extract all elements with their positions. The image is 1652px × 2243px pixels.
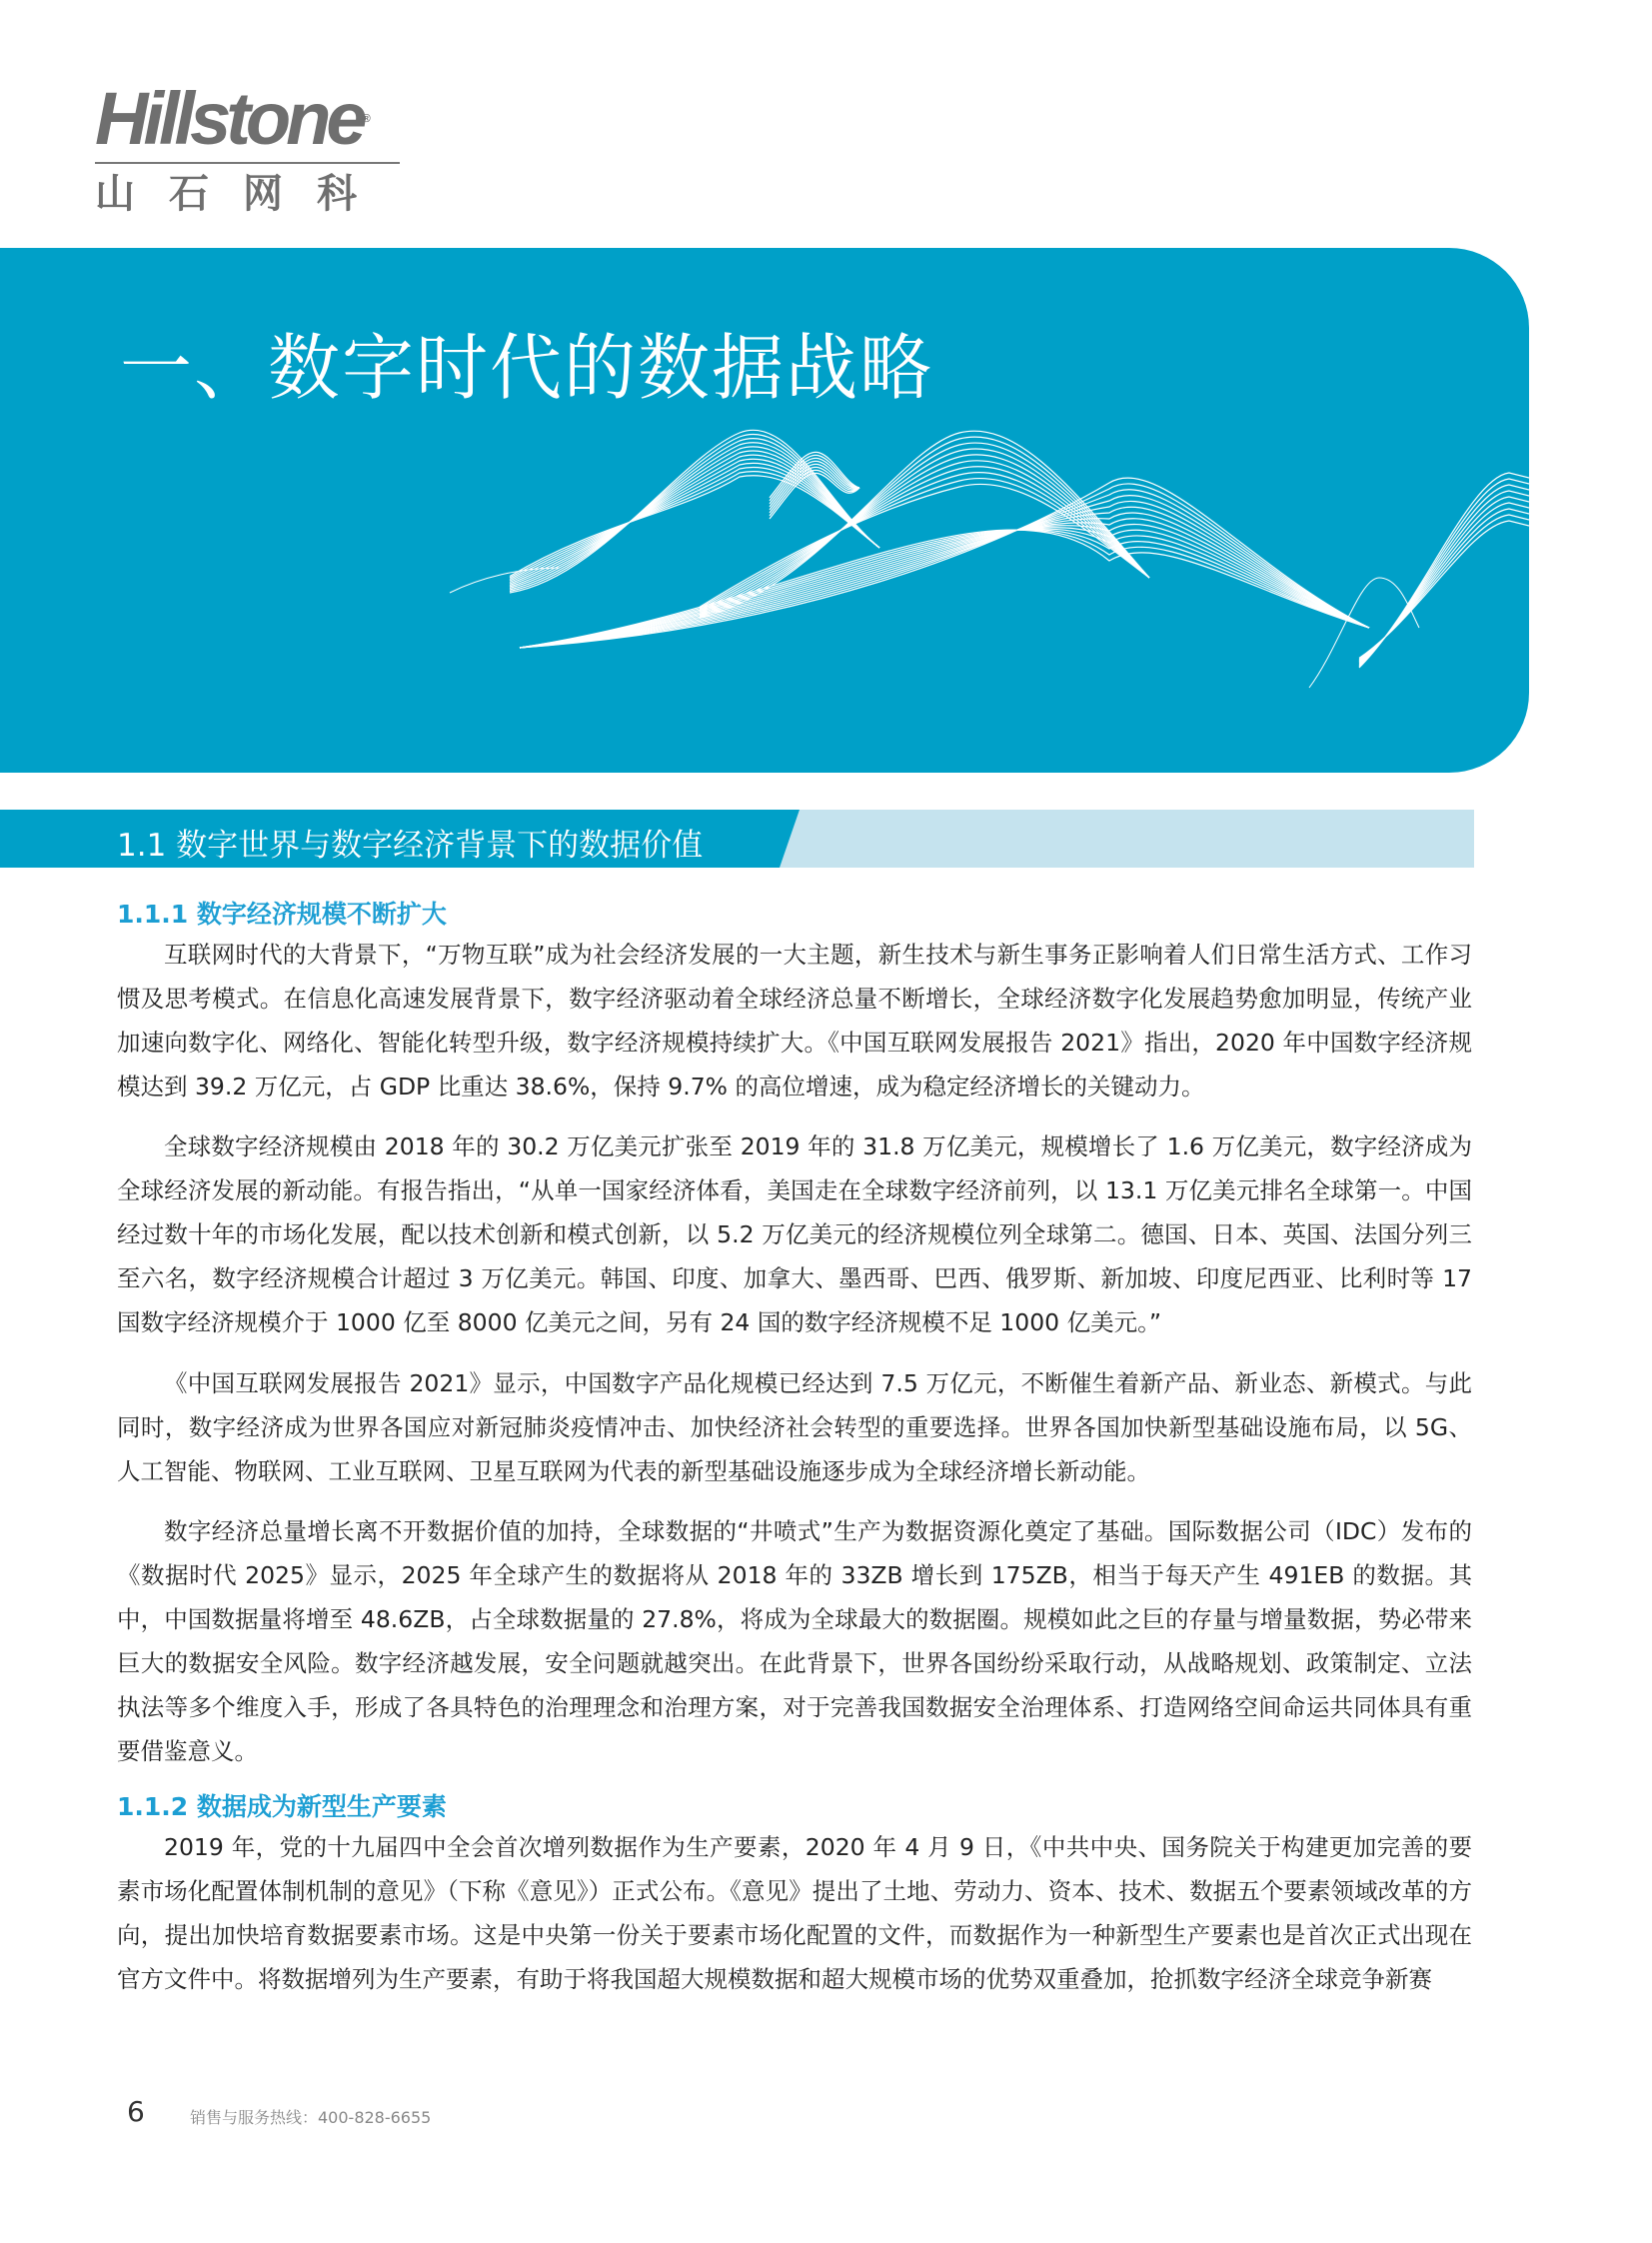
page-number: 6 <box>127 2095 145 2128</box>
mountain-line <box>1359 521 1529 658</box>
footer-hotline: 销售与服务热线：400-828-6655 <box>190 2108 432 2127</box>
subsection-heading: 1.1.1 数字经济规模不断扩大 <box>117 900 447 929</box>
hillstone-logo <box>95 77 405 218</box>
logo-brand-text: Hillstone <box>95 77 363 160</box>
logo-divider <box>95 162 400 164</box>
mountain-line <box>510 459 879 582</box>
logo-wordmark <box>95 77 405 160</box>
mountain-line <box>1309 578 1419 688</box>
body-paragraph: 2019 年，党的十九届四中全会首次增列数据作为生产要素，2020 年 4 月 9 日，《中共中央、国务院关于构建更加完善的要素市场化配置体制机制的意见》（下称《意见》）正式公布。《意见》提出了土地、劳动力、资本、技术、数据五个要素领域改革的方向，提出加快培育数据要素市场。这是中央第一份关于要素市场化配置的文件，而数据作为一种新型生产要素也是首次正式出现在官方文件中。将数据增列为生产要素，有助于将我国超大规模数据和超大规模市场的优势双重叠加，抢抓数字经济全球竞争新赛 <box>117 1833 1472 1993</box>
logo-chinese-name: 山石网科 <box>95 171 391 217</box>
subsection-heading: 1.1.2 数据成为新型生产要素 <box>117 1792 447 1821</box>
chapter-title: 一、数字时代的数据战略 <box>120 326 934 410</box>
body-paragraph: 《中国互联网发展报告 2021》显示，中国数字产品化规模已经达到 7.5 万亿元，不断催生着新产品、新业态、新模式。与此同时，数字经济成为世界各国应对新冠肺炎疫情冲击、加快经济社会转型的重要选择。世界各国加快新型基础设施布局，以 5G、人工智能、物联网、工业互联网、卫星互联网为代表的新型基础设施逐步成为全球经济增长新动能。 <box>117 1369 1472 1485</box>
body-paragraph: 全球数字经济规模由 2018 年的 30.2 万亿美元扩张至 2019 年的 31.8 万亿美元，规模增长了 1.6 万亿美元，数字经济成为全球经济发展的新动能。有报告指出，“从单一国家经济体看，美国走在全球数字经济前列，以 13.1 万亿美元排名全球第一。中国经过数十年的市场化发展，配以技术创新和模式创新，以 5.2 万亿美元的经济规模位列全球第二。德国、日本、英国、法国分列三至六名，数字经济规模合计超过 3 万亿美元。韩国、印度、加拿大、墨西哥、巴西、俄罗斯、新加坡、印度尼西亚、比利时等 17 国数字经济规模介于 1000 亿至 8000 亿美元之间，另有 24 国的数字经济规模不足 1000 亿美元。” <box>117 1132 1472 1336</box>
registered-mark: ® <box>362 113 371 125</box>
section-title: 1.1 数字世界与数字经济背景下的数据价值 <box>117 828 704 864</box>
section-header-bar <box>0 810 1474 868</box>
chapter-banner <box>0 248 1529 773</box>
body-paragraph: 数字经济总量增长离不开数据价值的加持，全球数据的“井喷式”生产为数据资源化奠定了基础。国际数据公司（IDC）发布的《数据时代 2025》显示，2025 年全球产生的数据将从 2018 年的 33ZB 增长到 175ZB，相当于每天产生 491EB 的数据。其中，中国数据量将增至 48.6ZB，占全球数据量的 27.8%，将成为全球最大的数据圈。规模如此之巨的存量与增量数据，势必带来巨大的数据安全风险。数字经济越发展，安全问题就越突出。在此背景下，世界各国纷纷采取行动，从战略规划、政策制定、立法执法等多个维度入手，形成了各具特色的治理理念和治理方案，对于完善我国数据安全治理体系、打造网络空间命运共同体具有重要借鉴意义。 <box>117 1517 1472 1765</box>
body-paragraph: 互联网时代的大背景下，“万物互联”成为社会经济发展的一大主题，新生技术与新生事务正影响着人们日常生活方式、工作习惯及思考模式。在信息化高速发展背景下，数字经济驱动着全球经济总量不断增长，全球经济数字化发展趋势愈加明显，传统产业加速向数字化、网络化、智能化转型升级，数字经济规模持续扩大。《中国互联网发展报告 2021》指出，2020 年中国数字经济规模达到 39.2 万亿元，占 GDP 比重达 38.6%，保持 9.7% 的高位增速，成为稳定经济增长的关键动力。 <box>117 941 1472 1101</box>
